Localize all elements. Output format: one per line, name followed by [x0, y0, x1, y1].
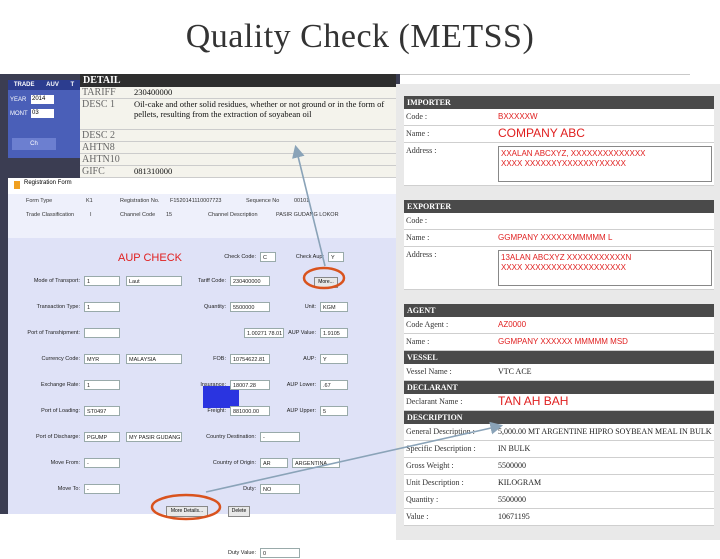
field-label: Duty: — [243, 486, 256, 492]
duty-value-field[interactable] — [227, 548, 300, 559]
field-value: - — [84, 458, 120, 468]
section-gap — [404, 290, 714, 304]
field-value: 18007.28 — [230, 380, 270, 390]
field-label: Freight: — [207, 408, 226, 414]
row-value: 5,000.00 MT ARGENTINE HIPRO SOYBEAN MEAL IN BULK — [498, 427, 712, 436]
channel-description-label: Channel Description — [208, 212, 258, 218]
delete-button[interactable]: Delete — [228, 506, 250, 517]
field-label: Port of Discharge: — [35, 434, 80, 440]
month-select[interactable]: 03 — [31, 109, 54, 118]
field-value: - — [260, 432, 300, 442]
exporter-address-box[interactable] — [498, 250, 712, 286]
year-select[interactable]: 2014 — [31, 95, 54, 104]
detail-value: 230400000 — [134, 87, 173, 97]
row-value — [496, 334, 714, 350]
filter-bar — [8, 80, 80, 158]
registration-form-header: Registration Form — [8, 178, 396, 194]
more-button[interactable]: More... — [314, 277, 338, 288]
check-button[interactable]: Ch — [12, 138, 56, 150]
vessel-name-row — [404, 364, 714, 381]
channel-code-label: Channel Code — [120, 212, 156, 218]
insurance-field[interactable] — [200, 380, 270, 391]
detail-value: 081310000 — [134, 166, 173, 176]
row-value — [496, 109, 714, 125]
address-line: XXXX XXXXXXXXXXXXXXXXXXX — [501, 263, 626, 272]
mode-of-transport-field[interactable] — [33, 276, 120, 287]
row-label: Name : — [406, 129, 430, 138]
declarant-header: DECLARANT — [404, 381, 714, 394]
tab-trade[interactable]: TRADE — [13, 82, 35, 88]
description-row — [404, 441, 714, 458]
trade-classification-value: I — [90, 212, 92, 218]
detail-panel — [80, 74, 396, 178]
tariff-code-field[interactable] — [197, 276, 270, 287]
field-value: PGUMP — [84, 432, 120, 442]
field-value: ST0497 — [84, 406, 120, 416]
detail-popup-panel — [396, 84, 720, 540]
field-label: Port of Loading: — [41, 408, 80, 414]
row-value: 10671195 — [498, 512, 530, 521]
aup-lower-field[interactable] — [286, 380, 348, 391]
detail-header: DETAIL — [80, 74, 396, 87]
field-label: AUP Value: — [288, 330, 316, 336]
aup-check-annotation: AUP CHECK — [118, 252, 182, 264]
exporter-name-row — [404, 230, 714, 247]
field-label: Unit: — [304, 304, 316, 310]
row-label: Code : — [406, 112, 428, 121]
row-label: Specific Description : — [406, 444, 476, 453]
description-row — [404, 509, 714, 526]
detail-key: DESC 2 — [82, 130, 116, 141]
field-label: Exchange Rate: — [40, 382, 80, 388]
check-code-select[interactable] — [224, 252, 276, 263]
row-value — [496, 126, 714, 142]
field-label: Transaction Type: — [36, 304, 80, 310]
registration-info — [8, 194, 396, 238]
field-value: 230400000 — [230, 276, 270, 286]
field-label: AUP: — [303, 356, 316, 362]
field-value: NO — [260, 484, 300, 494]
row-value: IN BULK — [498, 444, 531, 453]
exporter-code-row — [404, 213, 714, 230]
blue-value-field — [244, 328, 284, 339]
row-label: Vessel Name : — [406, 367, 452, 376]
tab-t[interactable]: T — [70, 82, 75, 88]
sequence-no-label: Sequence No — [246, 198, 280, 204]
field-desc: MY PASIR GUDANG — [126, 432, 182, 442]
importer-name: COMPANY ABC — [498, 126, 585, 140]
field-value: 5 — [320, 406, 348, 416]
country-destination-field[interactable] — [206, 432, 300, 443]
field-desc: MALAYSIA — [126, 354, 182, 364]
row-label: Name : — [406, 337, 430, 346]
address-line: XXALAN ABCXYZ, XXXXXXXXXXXXXX — [501, 149, 646, 158]
field-value: 1 — [84, 302, 120, 312]
detail-row — [80, 130, 396, 142]
form-type-value: K1 — [86, 198, 93, 204]
field-value: 10754622.81 — [230, 354, 270, 364]
field-value: 1.9105 — [320, 328, 348, 338]
field-label: AUP Upper: — [286, 408, 316, 414]
row-label: Value : — [406, 512, 429, 521]
row-label: Declarant Name : — [406, 397, 463, 406]
check-aup-value: Y — [328, 252, 344, 262]
description-row — [404, 458, 714, 475]
more-details-button[interactable]: More Details... — [166, 506, 208, 517]
port-of-loading-field[interactable] — [41, 406, 120, 417]
aup-value-field[interactable] — [288, 328, 348, 339]
row-value — [496, 247, 714, 289]
field-value: Y — [320, 354, 348, 364]
agent-name-row — [404, 334, 714, 351]
mode-of-transport-desc — [126, 276, 182, 287]
declarant-name: TAN AH BAH — [498, 394, 569, 408]
row-value: KILOGRAM — [498, 478, 542, 487]
agent-header: AGENT — [404, 304, 714, 317]
field-value: MYR — [84, 354, 120, 364]
duty-field[interactable] — [243, 484, 300, 495]
row-value — [496, 230, 714, 246]
field-label: Tariff Code: — [197, 278, 226, 284]
check-aup-select[interactable] — [295, 252, 344, 263]
registration-no-value: F1520141110007723 — [170, 198, 222, 204]
detail-row — [80, 99, 396, 130]
fob-field[interactable] — [213, 354, 270, 365]
row-value: 5500000 — [498, 495, 526, 504]
exporter-address-row — [404, 247, 714, 290]
port-of-transhipment-field[interactable] — [27, 328, 120, 339]
field-label: Currency Code: — [41, 356, 80, 362]
detail-value — [134, 130, 396, 141]
detail-key: AHTN10 — [82, 154, 120, 165]
field-label: Insurance: — [200, 382, 226, 388]
detail-value: Oil-cake and other solid residues, whether or not ground or in the form of pellets, resulting from the extraction of soyabean oil — [134, 99, 385, 119]
field-value: 1 — [84, 380, 120, 390]
row-label: Address : — [406, 146, 437, 155]
detail-key: DESC 1 — [82, 99, 116, 110]
country-of-origin-field[interactable] — [212, 458, 288, 469]
section-gap — [404, 186, 714, 200]
importer-address-box[interactable] — [498, 146, 712, 182]
detail-row — [80, 87, 396, 99]
unit-field[interactable] — [304, 302, 348, 313]
registration-no-label: Registration No. — [120, 198, 160, 204]
detail-row — [80, 154, 396, 166]
agent-code: AZ0000 — [498, 320, 527, 329]
exchange-rate-field[interactable] — [40, 380, 120, 391]
row-label: Quantity : — [406, 495, 439, 504]
check-aup-label: Check Aup: — [295, 254, 324, 260]
address-line: XXXX XXXXXXYXXXXXXYXXXXX — [501, 159, 626, 168]
field-label: FOB: — [213, 356, 226, 362]
detail-value — [134, 154, 396, 165]
row-label: Address : — [406, 250, 437, 259]
importer-code-row — [404, 109, 714, 126]
tab-auv[interactable]: AUV — [46, 82, 59, 88]
field-label: Move From: — [50, 460, 80, 466]
field-desc: Laut — [126, 276, 182, 286]
detail-key: TARIFF — [82, 87, 116, 98]
channel-code-value: 15 — [166, 212, 173, 218]
row-value — [496, 317, 714, 333]
agent-code-row — [404, 317, 714, 334]
field-label: Mode of Transport: — [33, 278, 80, 284]
row-label: General Description : — [406, 427, 475, 436]
description-row — [404, 424, 714, 441]
move-from-field[interactable] — [50, 458, 120, 469]
agent-name: GGMPANY XXXXXX MMMMM MSD — [498, 337, 628, 346]
filter-tabs — [8, 80, 80, 90]
aup-upper-field[interactable] — [286, 406, 348, 417]
check-code-value: C — [260, 252, 276, 262]
move-to-field[interactable] — [57, 484, 120, 495]
row-label: Gross Weight : — [406, 461, 454, 470]
row-value — [496, 394, 714, 410]
field-value: 881000.00 — [230, 406, 270, 416]
exporter-name: GGMPANY XXXXXXMMMMM L — [498, 233, 613, 242]
freight-field[interactable] — [207, 406, 270, 417]
row-value — [496, 143, 714, 185]
field-value: 1.00271 78.01 — [244, 328, 284, 338]
field-label: Country Destination: — [206, 434, 256, 440]
field-value: KGM — [320, 302, 348, 312]
field-value: 0 — [260, 548, 300, 558]
year-row — [10, 95, 78, 104]
description-row — [404, 492, 714, 509]
field-value: .67 — [320, 380, 348, 390]
row-value: VTC ACE — [498, 367, 532, 376]
exporter-header: EXPORTER — [404, 200, 714, 213]
field-label: Move To: — [57, 486, 80, 492]
port-of-discharge-field[interactable] — [35, 432, 120, 443]
row-label: Code Agent : — [406, 320, 449, 329]
row-label: Unit Description : — [406, 478, 464, 487]
detail-value — [134, 142, 396, 153]
detail-key: AHTN8 — [82, 142, 115, 153]
registration-form — [8, 178, 396, 557]
row-label: Name : — [406, 233, 430, 242]
aup-field[interactable] — [303, 354, 348, 365]
row-label: Code : — [406, 216, 428, 225]
field-value: 5500000 — [230, 302, 270, 312]
trade-classification-label: Trade Classification — [26, 212, 75, 218]
currency-code-field[interactable] — [41, 354, 120, 365]
field-label: Duty Value: — [227, 550, 256, 556]
field-label: AUP Lower: — [286, 382, 316, 388]
row-value — [496, 213, 714, 229]
transaction-type-field[interactable] — [36, 302, 120, 313]
detail-row — [80, 142, 396, 154]
field-label: Country of Origin: — [212, 460, 256, 466]
detail-key: GIFC — [82, 166, 105, 177]
quantity-field[interactable] — [203, 302, 270, 313]
importer-name-row — [404, 126, 714, 143]
field-desc: ARGENTINA — [292, 458, 340, 468]
importer-address-row — [404, 143, 714, 186]
port-of-discharge-desc — [126, 432, 182, 443]
address-line: 13ALAN ABCXYZ XXXXXXXXXXXN — [501, 253, 632, 262]
importer-code: BXXXXXW — [498, 112, 538, 121]
field-label: Port of Transhipment: — [27, 330, 80, 336]
year-label: YEAR — [10, 96, 27, 103]
month-row — [10, 109, 78, 118]
importer-header: IMPORTER — [404, 96, 714, 109]
left-screen-frame — [0, 74, 400, 557]
check-code-label: Check Code: — [224, 254, 256, 260]
description-row — [404, 475, 714, 492]
vessel-header: VESSEL — [404, 351, 714, 364]
field-value: AR — [260, 458, 288, 468]
declarant-name-row — [404, 394, 714, 411]
detail-row — [80, 166, 396, 178]
party-details — [404, 96, 714, 526]
row-value: 5500000 — [498, 461, 526, 470]
sequence-no-value: 00101 — [294, 198, 310, 204]
country-of-origin-desc — [292, 458, 340, 469]
field-value — [84, 328, 120, 338]
description-header: DESCRIPTION — [404, 411, 714, 424]
field-value: - — [84, 484, 120, 494]
field-value: 1 — [84, 276, 120, 286]
form-type-label: Form Type — [26, 198, 53, 204]
month-label: MONT — [10, 110, 28, 117]
channel-description-value: PASIR GUDANG LOKOR — [276, 212, 339, 218]
currency-code-desc — [126, 354, 182, 365]
slide-title: Quality Check (METSS) — [185, 18, 535, 55]
field-label: Quantity: — [203, 304, 226, 310]
